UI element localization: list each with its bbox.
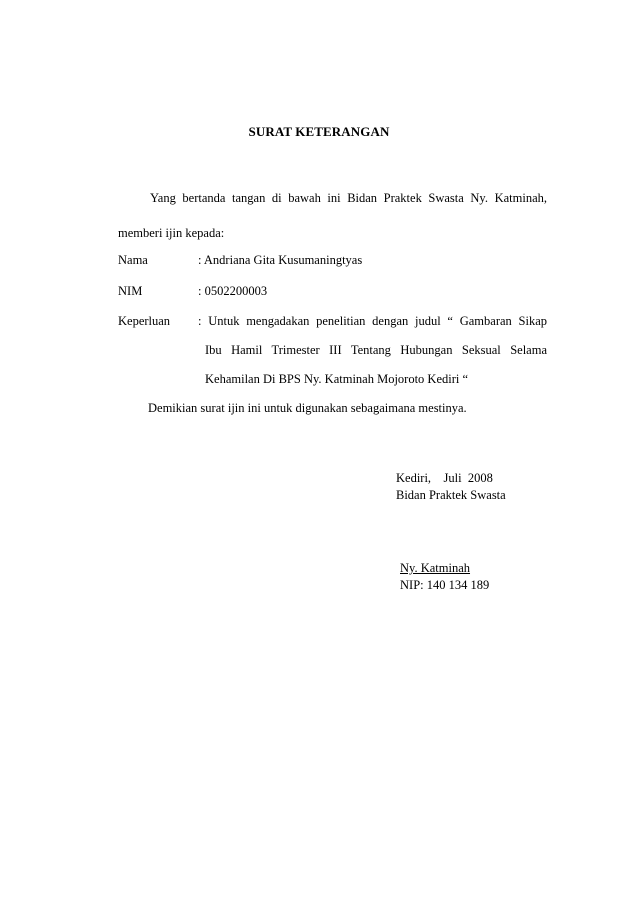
signature-role: Bidan Praktek Swasta xyxy=(396,488,506,502)
keperluan-label: Keperluan xyxy=(118,314,171,328)
nama-label: Nama xyxy=(118,253,148,267)
nim-label: NIM xyxy=(118,284,143,298)
intro-line-1: Yang bertanda tangan di bawah ini Bidan Praktek Swasta Ny. Katminah, xyxy=(150,192,547,205)
closing-statement: Demikian surat ijin ini untuk digunakan sebagaimana mestinya. xyxy=(148,401,467,415)
document-title: SURAT KETERANGAN xyxy=(248,124,390,139)
nama-value: : Andriana Gita Kusumaningtyas xyxy=(198,253,363,267)
signature-nip: NIP: 140 134 189 xyxy=(400,578,490,592)
signature-name: Ny. Katminah xyxy=(400,561,471,575)
keperluan-line-2: Ibu Hamil Trimester III Tentang Hubungan Seksual Selama xyxy=(205,344,547,357)
nim-value: : 0502200003 xyxy=(198,284,268,298)
keperluan-line-1: : Untuk mengadakan penelitian dengan judul “ Gambaran Sikap xyxy=(198,315,547,328)
intro-line-2: memberi ijin kepada: xyxy=(118,226,225,240)
signature-place-date: Kediri, Juli 2008 xyxy=(396,471,493,485)
keperluan-line-3: Kehamilan Di BPS Ny. Katminah Mojoroto Kediri “ xyxy=(205,372,469,386)
